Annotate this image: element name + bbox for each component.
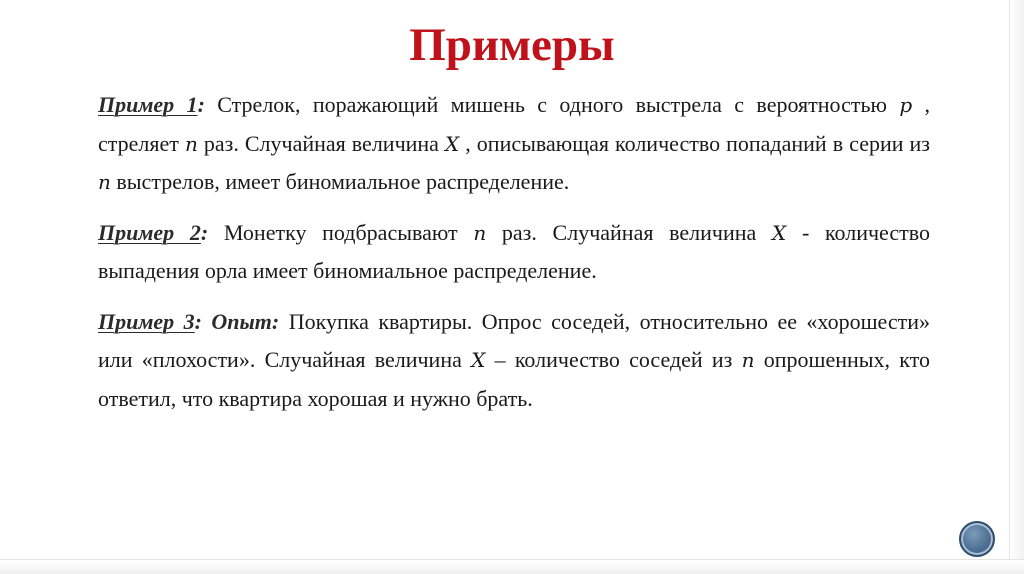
example-1-label-colon: : — [197, 92, 205, 117]
example-3-label-number: Пример 3 — [98, 308, 195, 334]
example-2-label-colon: : — [200, 219, 209, 245]
example-1-text-5: выстрелов, имеет биномиальное распределение. — [110, 169, 570, 194]
example-1 — [98, 86, 930, 202]
example-3-text-1: Покупка квартиры. Опрос соседей, относительно ее «хорошести» или «плохости». Случайная величина — [98, 308, 930, 372]
example-3-label — [98, 309, 279, 334]
slide-frame-top — [0, 0, 1024, 12]
example-3-text-2: – количество соседей из — [485, 347, 742, 372]
variable-x: X — [772, 220, 787, 245]
variable-p: p — [899, 93, 913, 117]
example-1-text-1: Стрелок, поражающий мишень с одного выстрела с вероятностью — [204, 92, 900, 117]
variable-n: n — [741, 348, 755, 372]
slide-frame-right — [1009, 0, 1024, 574]
variable-x: X — [444, 131, 460, 156]
example-2-text-3: - количество выпадения орла имеет биномиальное распределение. — [98, 219, 930, 283]
example-1-text-3: раз. Случайная величина — [197, 130, 445, 156]
example-3-label-extra: : Опыт: — [194, 308, 280, 334]
slide-title: Примеры — [409, 19, 615, 71]
example-1-text-2: , стреляет — [98, 92, 931, 156]
slide-content — [98, 86, 930, 418]
example-1-label-number: Пример 1 — [98, 92, 198, 117]
slide-page-badge-icon — [959, 521, 995, 557]
example-3-text-3: опрошенных, кто ответил, что квартира хорошая и нужно брать. — [98, 347, 931, 411]
example-2-label — [98, 220, 208, 245]
example-1-text-4: , описывающая количество попаданий в серии из — [459, 130, 930, 156]
example-3 — [98, 303, 930, 419]
example-2-label-number: Пример 2 — [98, 219, 201, 245]
example-1-label — [98, 92, 205, 117]
variable-n: n — [184, 131, 198, 156]
slide-frame-bottom — [0, 559, 1024, 574]
example-2-text-2: раз. Случайная величина — [486, 219, 772, 245]
variable-n: n — [473, 220, 487, 245]
variable-n: n — [98, 170, 111, 194]
variable-x: X — [471, 348, 486, 372]
example-2 — [98, 214, 930, 291]
example-2-text-1: Монетку подбрасывают — [208, 219, 474, 245]
